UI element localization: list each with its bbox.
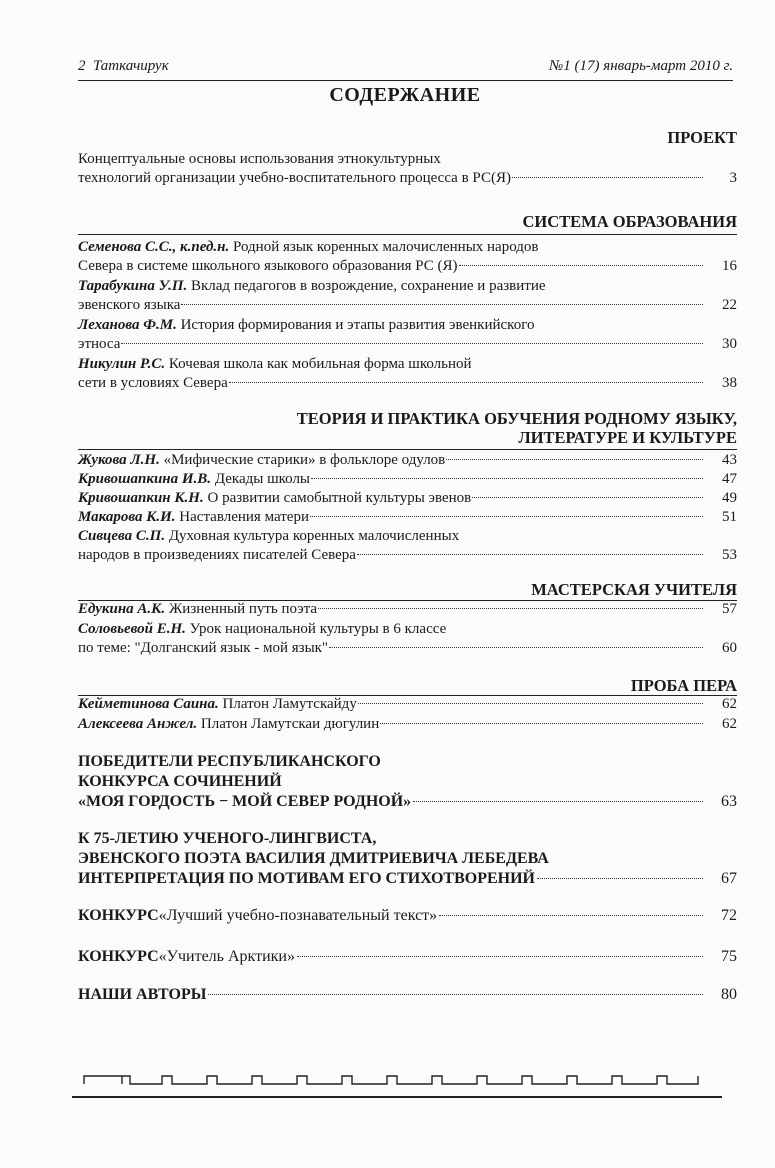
section-heading-theory: ТЕОРИЯ И ПРАКТИКА ОБУЧЕНИЯ РОДНОМУ ЯЗЫКУ, ЛИТЕРАТУРЕ И КУЛЬТУРЕ [296, 409, 737, 447]
leader-dots [537, 878, 703, 879]
author: Леханова Ф.М. [78, 317, 177, 333]
leader-dots [311, 478, 703, 479]
leader-dots [208, 994, 703, 995]
page-ref: 43 [722, 452, 737, 468]
leader-dots [439, 915, 703, 916]
toc-entry: Жукова Л.Н. «Мифические старики» в фольклоре одулов 43 [78, 452, 737, 468]
toc-entry: Кривошапкин К.Н. О развитии самобытной культуры эвенов 49 [78, 490, 737, 506]
footer-rule [72, 1096, 722, 1098]
page-ref: 80 [721, 986, 737, 1003]
page-ref: 47 [722, 471, 737, 487]
section-heading-pen: ПРОБА ПЕРА [630, 676, 737, 695]
author: Алексеева Анжел. [78, 716, 198, 732]
page-ref: 30 [722, 336, 737, 352]
leader-dots [121, 343, 703, 344]
running-header [78, 58, 733, 81]
footer-ornament [82, 1070, 702, 1090]
leader-dots [358, 703, 703, 704]
toc-entry: Алексеева Анжел. Платон Ламутскаи дюгулин 62 [78, 716, 737, 732]
author: Соловьевой Е.Н. [78, 621, 186, 637]
page-ref: 16 [722, 258, 737, 274]
leader-dots [297, 956, 703, 957]
page-ref: 38 [722, 375, 737, 391]
author: Кривошапкина И.В. [78, 471, 212, 487]
leader-dots [357, 554, 703, 555]
toc-entry: Макарова К.И. Наставления матери 51 [78, 509, 737, 525]
leader-dots [229, 382, 703, 383]
section-rule [78, 234, 737, 235]
toc-entry: Соловьевой Е.Н. Урок национальной культуры в 6 классе по теме: "Долганский язык - мой язык" 60 [78, 621, 737, 656]
page-ref: 3 [729, 170, 737, 186]
toc-entry: Сивцева С.П. Духовная культура коренных малочисленных народов в произведениях писателей Севера 53 [78, 528, 737, 563]
issue-info: №1 (17) январь-март 2010 г. [549, 58, 733, 74]
author: Никулин Р.С. [78, 356, 166, 372]
leader-dots [181, 304, 703, 305]
toc-entry: Тарабукина У.П. Вклад педагогов в возрождение, сохранение и развитие эвенского языка 22 [78, 278, 737, 313]
leader-dots [329, 647, 703, 648]
toc-entry-authors: НАШИ АВТОРЫ 80 [78, 986, 737, 1003]
toc-entry: Кривошапкина И.В. Декады школы 47 [78, 471, 737, 487]
author: Жукова Л.Н. [78, 452, 160, 468]
page-number: 2 [78, 58, 86, 74]
page-ref: 62 [722, 696, 737, 712]
author: Сивцева С.П. [78, 528, 166, 544]
author: Кривошапкин К.Н. [78, 490, 204, 506]
page-ref: 53 [722, 547, 737, 563]
toc-entry-contest-teacher: КОНКУРС «Учитель Арктики» 75 [78, 948, 737, 965]
leader-dots [446, 459, 703, 460]
toc-entry-contest-text: КОНКУРС «Лучший учебно-познавательный текст» 72 [78, 907, 737, 924]
page-ref: 63 [721, 793, 737, 810]
toc-entry-anniversary: К 75-ЛЕТИЮ УЧЕНОГО-ЛИНГВИСТА, ЭВЕНСКОГО ПОЭТА ВАСИЛИЯ ДМИТРИЕВИЧА ЛЕБЕДЕВА ИНТЕРПРЕТАЦИЯ ПО МОТИВАМ ЕГО СТИХОТВОРЕНИЙ 67 [78, 830, 737, 887]
author: Семенова С.С., к.пед.н. [78, 239, 230, 255]
page-ref: 51 [722, 509, 737, 525]
author: Тарабукина У.П. [78, 278, 188, 294]
page-ref: 57 [722, 601, 737, 617]
page-ref: 49 [722, 490, 737, 506]
page-ref: 72 [721, 907, 737, 924]
leader-dots [459, 265, 703, 266]
page-ref: 22 [722, 297, 737, 313]
page-ref: 62 [722, 716, 737, 732]
toc-entry: Концептуальные основы использования этнокультурных технологий организации учебно-воспитательного процесса в РС(Я) 3 [78, 151, 737, 186]
leader-dots [310, 516, 703, 517]
section-heading-workshop: МАСТЕРСКАЯ УЧИТЕЛЯ [531, 580, 737, 599]
page-title: СОДЕРЖАНИЕ [329, 84, 481, 106]
leader-dots [472, 497, 703, 498]
toc-entry-winners: ПОБЕДИТЕЛИ РЕСПУБЛИКАНСКОГО КОНКУРСА СОЧИНЕНИЙ «МОЯ ГОРДОСТЬ − МОЙ СЕВЕР РОДНОЙ» 63 [78, 753, 737, 810]
toc-entry: Леханова Ф.М. История формирования и этапы развития эвенкийского этноса 30 [78, 317, 737, 352]
leader-dots [318, 608, 703, 609]
section-heading-education: СИСТЕМА ОБРАЗОВАНИЯ [522, 212, 737, 231]
section-heading-project: ПРОЕКТ [667, 128, 737, 147]
page-ref: 67 [721, 870, 737, 887]
toc-entry: Едукина А.К. Жизненный путь поэта 57 [78, 601, 737, 617]
journal-name: Таткачирук [93, 58, 169, 74]
leader-dots [380, 723, 703, 724]
page-ref: 60 [722, 640, 737, 656]
author: Едукина А.К. [78, 601, 166, 617]
toc-entry: Никулин Р.С. Кочевая школа как мобильная форма школьной сети в условиях Севера 38 [78, 356, 737, 391]
author: Макарова К.И. [78, 509, 176, 525]
page-ref: 75 [721, 948, 737, 965]
leader-dots [512, 177, 703, 178]
leader-dots [413, 801, 703, 802]
section-rule [78, 449, 737, 450]
toc-entry: Семенова С.С., к.пед.н. Родной язык коренных малочисленных народов Севера в системе школьного языкового образования РС (Я) 16 [78, 239, 737, 274]
author: Кейметинова Саина. [78, 696, 219, 712]
toc-entry: Кейметинова Саина. Платон Ламутскайду 62 [78, 696, 737, 712]
